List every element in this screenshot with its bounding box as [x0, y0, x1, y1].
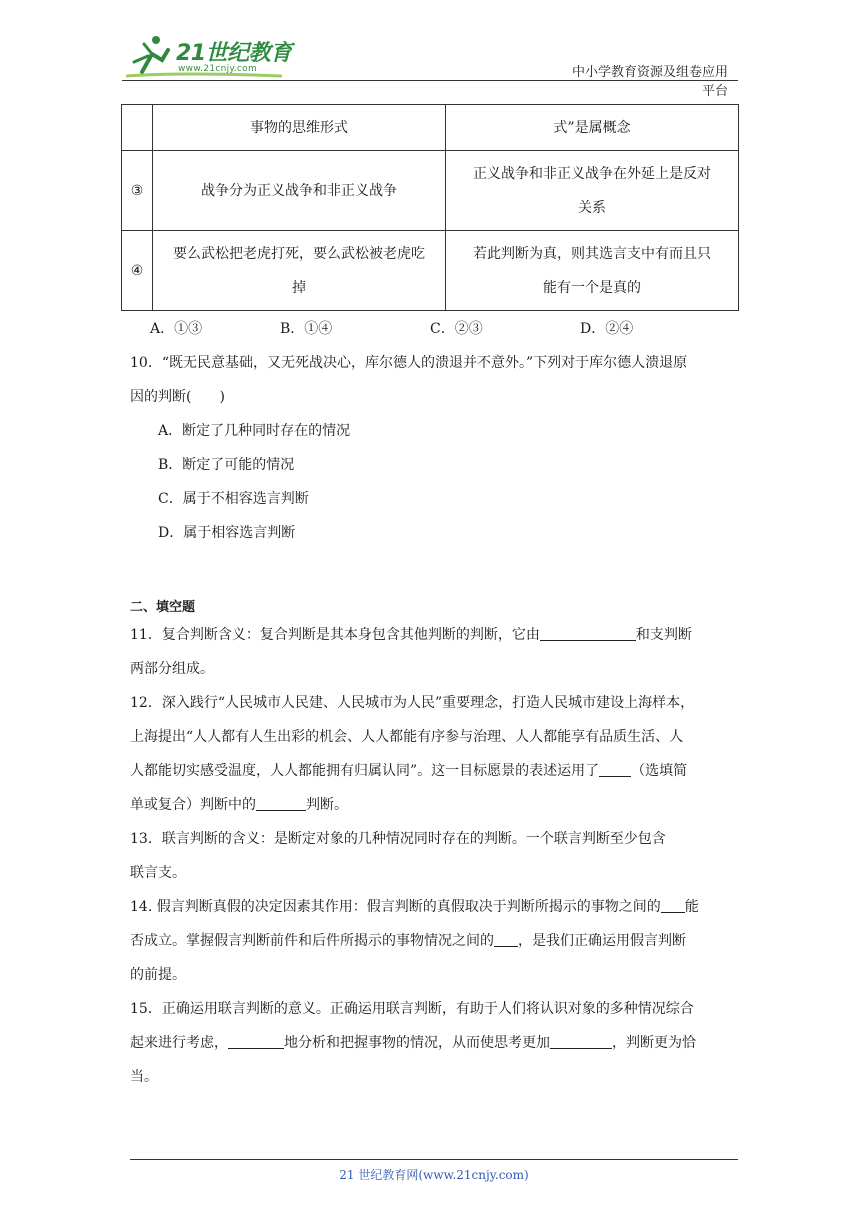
answer-blank — [540, 626, 636, 641]
q15-line1: 15．正确运用联言判断的意义。正确运用联言判断，有助于人们将认识对象的多种情况综合 — [130, 1001, 694, 1017]
logo-url: www.21cnjy.com — [178, 64, 258, 74]
answer-blank — [550, 1034, 612, 1049]
q13-line1: 13．联言判断的含义：是断定对象的几种情况同时存在的判断。一个联言判断至少包含 — [130, 831, 666, 847]
q13-line2: 联言支。 — [130, 865, 186, 881]
header-divider — [122, 80, 738, 81]
table-cell-num: ④ — [122, 231, 153, 311]
table-cell-analysis — [446, 151, 739, 231]
table-cell-num: ③ — [122, 151, 153, 231]
text-segment: （选填简 — [631, 763, 688, 779]
footer-link[interactable]: 21 世纪教育网(www.21cnjy.com) — [339, 1168, 529, 1182]
text-segment: 否成立。掌握假言判断前件和后件所揭示的事物情况之间的 — [130, 933, 494, 949]
q10-option-d: D．属于相容选言判断 — [158, 525, 296, 541]
cell-line: 要么武松把老虎打死，要么武松被老虎吃 — [173, 245, 425, 262]
q12-line3 — [130, 760, 687, 780]
q9-choice-b: B．①④ — [280, 321, 333, 337]
text-segment: ，判断更为恰 — [612, 1035, 696, 1051]
q10-option-b: B．断定了可能的情况 — [158, 457, 295, 473]
q10-option-c: C．属于不相容选言判断 — [158, 491, 309, 507]
q9-choice-a: A．①③ — [150, 321, 203, 337]
q14-line3: 的前提。 — [130, 967, 186, 983]
text-segment: 地分析和把握事物的情况，从而使思考更加 — [284, 1035, 550, 1051]
q12-line4 — [130, 794, 348, 814]
header-platform-text: 中小学教育资源及组卷应用平台 — [571, 65, 728, 99]
text-segment: 11．复合判断含义：复合判断是其本身包含其他判断的判断，它由 — [130, 627, 540, 643]
table-cell-example — [153, 231, 446, 311]
q15-line3: 当。 — [130, 1069, 158, 1085]
table-cell-analysis: 式”是属概念 — [446, 105, 739, 151]
table-row — [122, 151, 739, 231]
cell-line: 若此判断为真，则其选言支中有而且只 — [473, 245, 711, 262]
q15-line2 — [130, 1032, 696, 1052]
table-cell-num — [122, 105, 153, 151]
answer-blank — [599, 762, 631, 777]
answer-blank — [661, 898, 685, 913]
text-segment: 14. 假言判断真假的决定因素其作用：假言判断的真假取决于判断所揭示的事物之间的 — [130, 899, 661, 915]
table-cell-example: 战争分为正义战争和非正义战争 — [153, 151, 446, 231]
text-segment: 单或复合）判断中的 — [130, 797, 256, 813]
text-segment: 和支判断 — [635, 627, 692, 643]
answer-blank — [256, 796, 306, 811]
section-heading: 二、填空题 — [130, 600, 196, 615]
text-segment: 能 — [684, 899, 699, 915]
q10-stem-line2: 因的判断( ) — [130, 389, 225, 405]
text-segment: ，是我们正确运用假言判断 — [518, 933, 686, 949]
q14-line1 — [130, 896, 699, 916]
q9-choice-d: D．②④ — [580, 321, 634, 337]
answer-blank — [228, 1034, 284, 1049]
q9-options-table — [121, 104, 739, 311]
q10-option-a: A．断定了几种同时存在的情况 — [158, 423, 351, 439]
q11-line1 — [130, 624, 692, 644]
text-segment: 人都能切实感受温度，人人都能拥有归属认同”。这一目标愿景的表述运用了 — [130, 763, 600, 779]
cell-line: 能有一个是真的 — [543, 279, 641, 296]
table-row — [122, 105, 739, 151]
table-row — [122, 231, 739, 311]
table-cell-example: 事物的思维形式 — [153, 105, 446, 151]
q14-line2 — [130, 930, 686, 950]
text-segment: 判断。 — [306, 797, 348, 813]
cell-line: 关系 — [578, 199, 606, 216]
text-segment: 起来进行考虑， — [130, 1035, 228, 1051]
cell-line: 掉 — [292, 279, 306, 296]
answer-blank — [494, 932, 518, 947]
logo-text: 21世纪教育 — [176, 41, 292, 66]
cell-line: 正义战争和非正义战争在外延上是反对 — [473, 165, 711, 182]
q11-line2: 两部分组成。 — [130, 661, 214, 677]
q9-choice-c: C．②③ — [430, 321, 483, 337]
table-cell-analysis — [446, 231, 739, 311]
q12-line1: 12．深入践行“人民城市人民建、人民城市为人民”重要理念，打造人民城市建设上海样本， — [130, 695, 695, 711]
footer-divider — [130, 1159, 738, 1160]
q12-line2: 上海提出“人人都有人生出彩的机会、人人都能有序参与治理、人人都能享有品质生活、人 — [130, 729, 684, 745]
q10-stem-line1: 10．“既无民意基础，又无死战决心，库尔德人的溃退并不意外。”下列对于库尔德人溃退原 — [130, 355, 688, 371]
